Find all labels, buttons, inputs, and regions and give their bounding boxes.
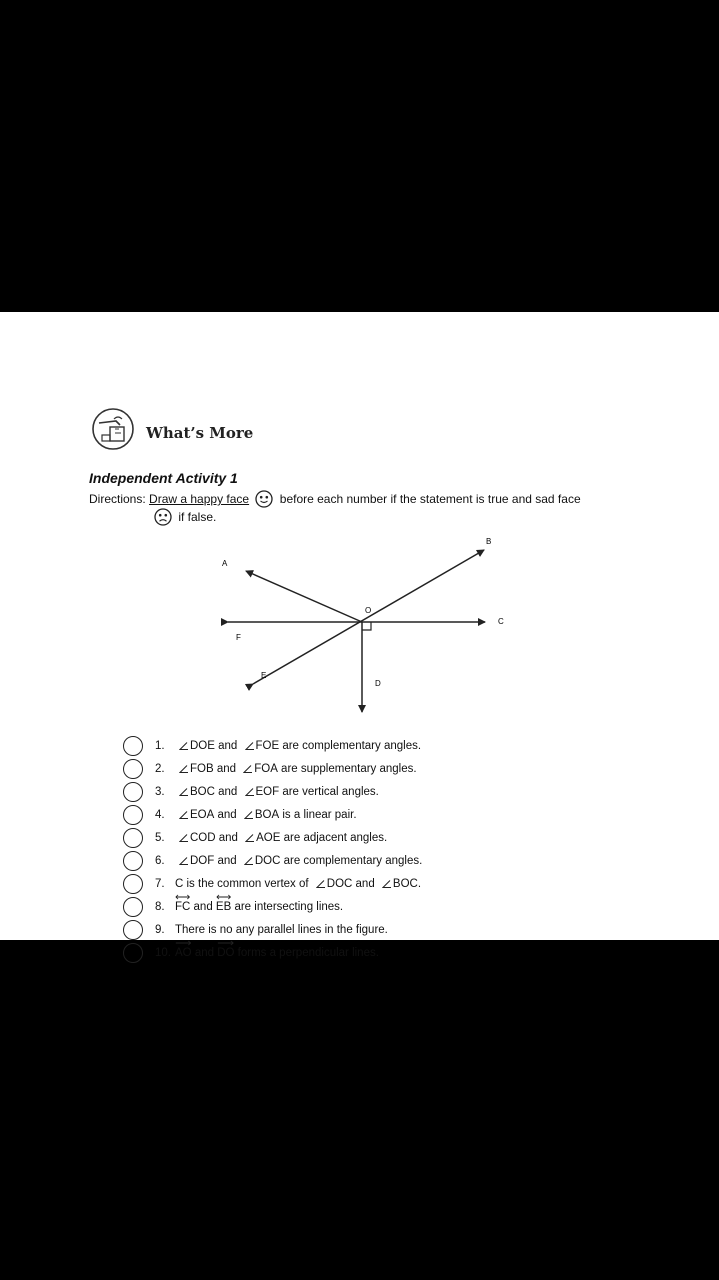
ray-arrow-icon [175, 940, 192, 946]
ray-symbol [217, 947, 234, 959]
statement-text: are adjacent angles. [280, 831, 388, 844]
label-f: F [236, 633, 241, 642]
answer-bubble-6[interactable] [123, 851, 143, 871]
angle-symbol-icon [179, 857, 188, 865]
double-arrow-icon [216, 894, 231, 900]
statement-text: There is no any parallel lines in the figure. [175, 923, 388, 936]
statement-number: 4. [155, 808, 165, 821]
answer-bubble-7[interactable] [123, 874, 143, 894]
angle-name: AOE [256, 831, 281, 844]
statement-number: 5. [155, 831, 165, 844]
statement-number: 8. [155, 900, 165, 913]
statement-9 [123, 918, 663, 941]
angle-name: FOA [254, 762, 278, 775]
angle-symbol-icon [179, 742, 188, 750]
line-name: FC [175, 900, 191, 913]
statement-3 [123, 780, 663, 803]
statement-text: are supplementary angles. [277, 762, 417, 775]
connector-text: and [214, 739, 241, 752]
angle-symbol-icon [316, 880, 325, 888]
ray-name: DO [217, 946, 235, 959]
statement-text: are complementary angles. [279, 739, 422, 752]
connector-text: and [214, 854, 240, 867]
happy-face-icon [255, 490, 273, 508]
angle-name: EOA [190, 808, 215, 821]
statement-8 [123, 895, 663, 918]
statement-text: are complementary angles. [280, 854, 423, 867]
directions-end: if false. [175, 510, 217, 524]
label-b: B [486, 537, 492, 546]
geometry-figure [200, 534, 520, 714]
statement-text: are intersecting lines. [231, 900, 344, 913]
sad-face-icon [154, 508, 172, 526]
angle-symbol-icon [244, 811, 253, 819]
right-angle-mark [362, 622, 371, 630]
statement-number: 6. [155, 854, 165, 867]
answer-bubble-2[interactable] [123, 759, 143, 779]
label-d: D [375, 679, 381, 688]
angle-name: FOB [190, 762, 214, 775]
statement-text: forms a perpendicular lines. [234, 946, 379, 959]
statement-2 [123, 757, 663, 780]
angle-symbol-icon [179, 811, 188, 819]
statement-10 [123, 941, 663, 964]
directions-mid: before each number if the statement is true and sad face [276, 492, 581, 506]
label-o: O [365, 606, 372, 615]
answer-bubble-8[interactable] [123, 897, 143, 917]
statement-text: is a linear pair. [279, 808, 357, 821]
section-title: What’s More [146, 424, 254, 442]
activity-title: Independent Activity 1 [89, 470, 238, 486]
angle-name: DOC [254, 854, 281, 867]
worksheet-page [0, 312, 719, 959]
double-arrow-icon [175, 894, 190, 900]
statement-text: are vertical angles. [279, 785, 379, 798]
ray-symbol [175, 947, 192, 959]
directions-happy-text: Draw a happy face [149, 492, 250, 506]
line-symbol [175, 901, 190, 913]
ray-arrow-icon [217, 940, 234, 946]
angle-name: FOE [255, 739, 280, 752]
angle-name: BOC [392, 877, 418, 890]
angle-name: COD [190, 831, 216, 844]
ray-name: AO [175, 946, 192, 959]
connector-text: and [214, 808, 240, 821]
statement-number: 3. [155, 785, 165, 798]
statement-number: 1. [155, 739, 165, 752]
connector-text: and [191, 946, 218, 959]
angle-symbol-icon [179, 788, 188, 796]
label-e: E [261, 671, 267, 680]
angle-name: DOF [190, 854, 215, 867]
statement-7 [123, 872, 663, 895]
connector-text: and [213, 762, 240, 775]
connector-text: and [352, 877, 378, 890]
statement-list [123, 734, 663, 964]
angle-name: BOC [190, 785, 215, 798]
statement-6 [123, 849, 663, 872]
angle-name: DOE [190, 739, 215, 752]
statement-number: 7. [155, 877, 165, 890]
statement-number: 9. [155, 923, 165, 936]
answer-bubble-9[interactable] [123, 920, 143, 940]
statement-text: C is the common vertex of [175, 877, 312, 890]
angle-symbol-icon [244, 857, 253, 865]
angle-name: EOF [255, 785, 280, 798]
label-c: C [498, 617, 504, 626]
angle-symbol-icon [245, 788, 254, 796]
angle-symbol-icon [245, 742, 254, 750]
statement-number: 10. [155, 946, 171, 959]
statement-1 [123, 734, 663, 757]
activity-icon [90, 407, 136, 451]
statement-5 [123, 826, 663, 849]
answer-bubble-10[interactable] [123, 943, 143, 963]
angle-symbol-icon [382, 880, 391, 888]
directions [89, 490, 669, 526]
angle-name: DOC [326, 877, 353, 890]
answer-bubble-5[interactable] [123, 828, 143, 848]
answer-bubble-4[interactable] [123, 805, 143, 825]
answer-bubble-3[interactable] [123, 782, 143, 802]
line-name: EB [215, 900, 232, 913]
line-eb [253, 550, 484, 684]
line-symbol [216, 901, 231, 913]
angle-symbol-icon [179, 765, 188, 773]
angle-symbol-icon [243, 765, 252, 773]
connector-text: and [214, 785, 241, 798]
directions-prefix: Directions: [89, 492, 150, 506]
statement-text: . [417, 877, 422, 890]
connector-text: and [190, 900, 216, 913]
statement-number: 2. [155, 762, 165, 775]
angle-symbol-icon [179, 834, 188, 842]
ray-oa [246, 571, 362, 622]
connector-text: and [215, 831, 242, 844]
statement-4 [123, 803, 663, 826]
angle-name: BOA [254, 808, 280, 821]
angle-symbol-icon [245, 834, 254, 842]
label-a: A [222, 559, 228, 568]
answer-bubble-1[interactable] [123, 736, 143, 756]
